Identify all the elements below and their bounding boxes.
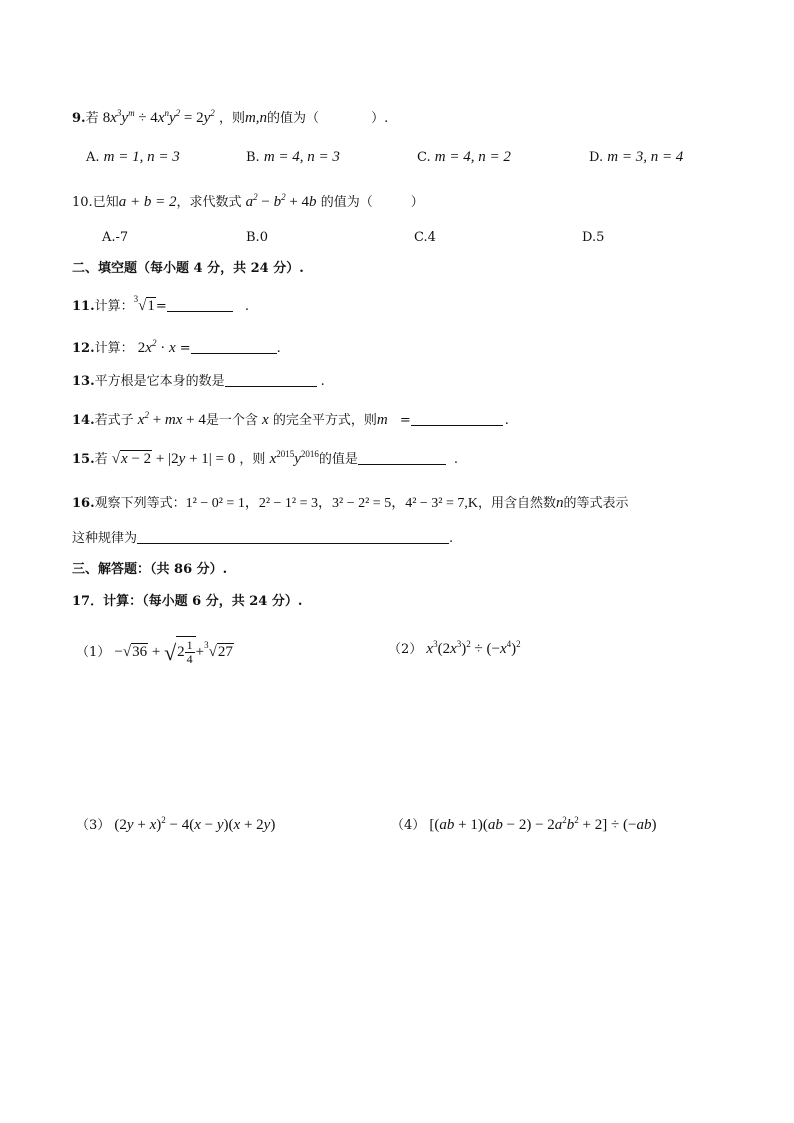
- q17-part-4: （4） $[(ab + 1)(ab - 2) - 2a^2b^2 + 2] \div (-ab)$: [391, 815, 657, 833]
- q10-option-a[interactable]: A.-7: [102, 230, 129, 245]
- q13-answer-blank[interactable]: [225, 372, 317, 387]
- q10-option-b[interactable]: B.0: [246, 230, 268, 245]
- question-16-line-2: 这种规律为 .: [72, 531, 454, 546]
- q11-answer-blank[interactable]: [167, 297, 233, 312]
- question-16: 16.观察下列等式：1² − 0² = 1，2² − 1² = 3，3² − 2² = 5，4² − 3² = 7,K，用含自然数n的等式表示: [72, 495, 629, 511]
- q14-answer-blank[interactable]: [411, 411, 503, 426]
- q17-part-3: （3） $(2y + x)^2 - 4(x - y)(x + 2y)$: [76, 815, 276, 833]
- q9-number: 9.: [72, 111, 86, 126]
- q10-number: 10.: [72, 195, 93, 210]
- q17-part-1: （1） −√36 + √2 $\frac{1}{4}$ +$^3$√27: [76, 636, 234, 667]
- q10-expression: $a^2 - b^2 + 4b$: [245, 192, 317, 210]
- q9-option-c[interactable]: C. m = 4, n = 2: [417, 149, 511, 165]
- question-13: 13.平方根是它本身的数是 .: [72, 374, 325, 389]
- question-10: 10.已知a + b = 2，求代数式 $a^2 - b^2 + 4b$ 的值为（ ）: [72, 192, 424, 210]
- q15-answer-blank[interactable]: [358, 450, 446, 465]
- q9-option-b[interactable]: B. m = 4, n = 3: [246, 149, 340, 165]
- q12-answer-blank[interactable]: [191, 339, 277, 354]
- q9-option-a[interactable]: A. m = 1, n = 3: [86, 149, 180, 165]
- q16-equations: 1² − 0² = 1，2² − 1² = 3，3² − 2² = 5，4² − 3² = 7,K: [185, 496, 478, 511]
- q16-answer-blank[interactable]: [137, 529, 449, 544]
- q17-part-2: （2） $x^3(2x^3)^2 \div (-x^4)^2$: [388, 639, 521, 657]
- q10-option-c[interactable]: C.4: [414, 230, 436, 245]
- question-14: 14.若式子 $x^2$ + mx + 4是一个含 x 的完全平方式，则m = .: [72, 410, 509, 428]
- question-12: 12.计算： $2x^2 \cdot x$ = .: [72, 338, 281, 356]
- q10-option-d[interactable]: D.5: [582, 230, 605, 245]
- section-3-title: 三、解答题：（共 86 分）.: [72, 562, 228, 577]
- q9-option-d[interactable]: D. m = 3, n = 4: [589, 149, 684, 165]
- question-9: 9.若 $8x^3y^m \div 4x^ny^2 = 2y^2$ ，则m,n的值为（ ）.: [72, 108, 389, 126]
- question-17-title: 17．计算：（每小题 6 分，共 24 分）.: [72, 594, 303, 609]
- q9-equation: $8x^3y^m \div 4x^ny^2 = 2y^2$: [102, 108, 215, 126]
- question-11: 11.计算：$^3$√1= .: [72, 294, 250, 314]
- section-2-title: 二、填空题（每小题 4 分，共 24 分）.: [72, 261, 304, 276]
- question-15: 15.若 √x − 2 + |2y + 1| = 0 ，则 $x^{2015}y^{2016}$的值是 .: [72, 449, 459, 467]
